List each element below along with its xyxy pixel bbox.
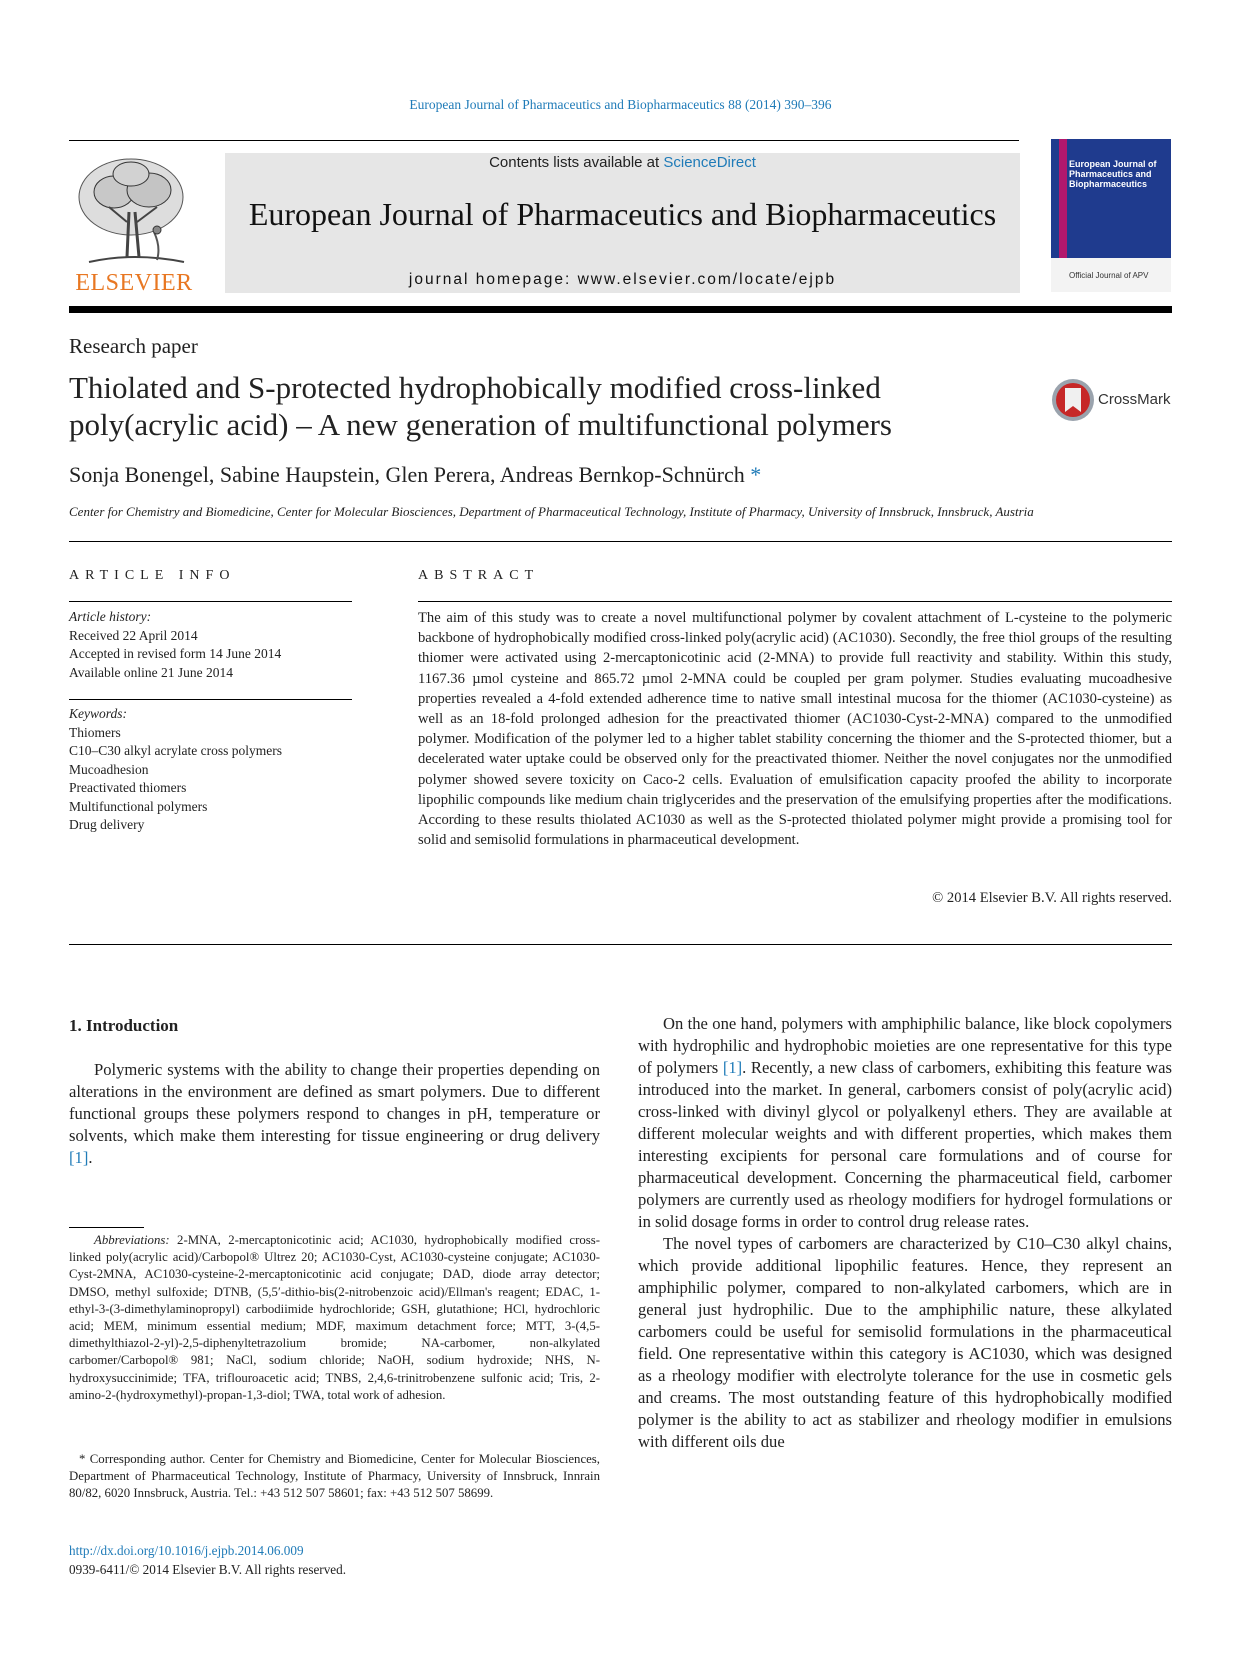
body-paragraph: The novel types of carbomers are characterized by C10–C30 alkyl chains, which provide additional lipophilic features. Hence, they represent an amphiphilic polymer, compared to non-alkylated carbomers, which are in general just hydrophilic. Due to the amphiphilic nature, these alkylated carbomers could be useful for semisolid formulations in the pharmaceutical field. One representative within this category is AC1030, which was designed as a rheology modifier with electrolyte tolerance for the use in cosmetic gels and creams. The most outstanding feature of this hydrophobically modified polymer is the ability to act as stabilizer and rheology modifier in emulsions with different oils due [638, 1234, 1172, 1451]
reference-link[interactable]: [1] [722, 1058, 743, 1077]
intro-text: Polymeric systems with the ability to change their properties depending on alterations in the environment are defined as smart polymers. Due to different functional groups these polymers respond to changes in pH, temperature or solvents, which make them interesting for tissue engineering or drug delivery [69, 1060, 600, 1145]
cover-bottom [1051, 258, 1171, 292]
abstract-text: The aim of this study was to create a novel multifunctional polymer by covalent attachment of L-cysteine to the polymeric backbone of hydrophobically modified cross-linked poly(acrylic acid) (AC1030). Secondly, the free thiol groups of the resulting thiomer were activated using 2-mercaptonicotinic acid (2-MNA) to provide full reactivity and stability. Within this study, 1167.36 µmol cysteine and 865.72 µmol 2-MNA could be coupled per gram polymer. Studies evaluating mucoadhesive properties revealed a 4-fold extended adherence time to native small intestinal mucosa for the thiomer (AC1030-cysteine) as well as an 18-fold prolonged adhesion for the preactivated thiomer (AC1030-Cyst-2-MNA) compared to the unmodified polymer. Modification of the polymer led to a higher tablet stability concerning the thiomer and the S-protected thiomer, but a decelerated water uptake could be observed only for the preactivated thiomer. Neither the novel conjugates nor the unmodified polymer showed severe toxicity on Caco-2 cells. Evaluation of emulsification capacity proofed the ability to incorporate lipophilic compounds like medium chain triglycerides and the preservation of the emulsifying properties after the modifications. According to these results thiolated AC1030 as well as the S-protected thiolated polymer might provide a promising tool for solid and semisolid formulations in pharmaceutical development. [418, 610, 1172, 849]
abbreviations-text: 2-MNA, 2-mercaptonicotinic acid; AC1030, hydrophobically modified cross-linked poly(acrylic acid)/Carbopol® Ultrez 20; AC1030-Cyst, AC1030-cysteine conjugate; AC1030-Cyst-2MNA, AC1030-cysteine-2-mercaptonicotinic acid conjugate; DAD, diode array detector; DMSO, methyl sulfoxide; DTNB, (5,5′-dithio-bis(2-nitrobenzoic acid)/Ellman's reagent; EDAC, 1-ethyl-3-(3-dimethylaminopropyl) carbodiimide hydrochloride; GSH, glutathione; HCl, hydrochloric acid; MEM, minimum essential medium; MDF, maximum detachment force; MTT, 3-(4,5-dimethylthiazol-2-yl)-2,5-diphenyltetrazolium bromide; NA-carbomer, non-alkylated carbomer/Carbopol® 981; NaCl, sodium chloride; NaOH, sodium hydroxide; NHS, N-hydroxysuccinimide; TFA, triflouroacetic acid; TNBS, 2,4,6-trinitrobenzene sulfonic acid; Tris, 2-amino-2-(hydroxymethyl)-propan-1,3-diol; TWA, total work of adhesion. [69, 1233, 600, 1402]
top-rule [69, 140, 1019, 141]
intro-end: . [88, 1148, 93, 1167]
article-info-rule [69, 601, 352, 602]
keywords-label: Keywords: [69, 706, 127, 721]
article-history [69, 608, 352, 682]
issn-line: 0939-6411/© 2014 Elsevier B.V. All rights reserved. [69, 1562, 347, 1577]
elsevier-wordmark: ELSEVIER [75, 270, 193, 296]
journal-title: European Journal of Pharmaceutics and Biopharmaceutics [248, 196, 997, 232]
cover-title: European Journal of Pharmaceutics and Biopharmaceutics [1069, 159, 1157, 189]
abbreviations-label: Abbreviations: [94, 1233, 170, 1247]
keywords-rule [69, 699, 352, 700]
abbreviations-footnote [69, 1232, 600, 1404]
author-list [69, 462, 761, 488]
corresponding-author-footnote: * Corresponding author. Center for Chemistry and Biomedicine, Center for Molecular Biosciences, Department of Pharmaceutical Technology, Institute of Pharmacy, University of Innsbruck, Innrain 80/82, 6020 Innsbruck, Austria. Tel.: +43 512 507 58601; fax: +43 512 507 58699. [69, 1452, 600, 1501]
keyword-item: Preactivated thiomers [69, 780, 187, 795]
body-paragraph [638, 1013, 1172, 1233]
history-online: Available online 21 June 2014 [69, 664, 233, 680]
journal-citation-link[interactable]: European Journal of Pharmaceutics and Biopharmaceutics 88 (2014) 390–396 [409, 97, 832, 112]
section-rule [69, 541, 1172, 542]
crossmark-label[interactable]: CrossMark [1098, 391, 1171, 408]
abstract-heading: ABSTRACT [418, 568, 540, 583]
authors-names: Sonja Bonengel, Sabine Haupstein, Glen Perera, Andreas Bernkop-Schnürch [69, 462, 745, 487]
paragraph-text: On the one hand, polymers with amphiphilic balance, like block copolymers with hydrophilic and hydrophobic moieties are one representative for this type of polymers [638, 1014, 1172, 1077]
section-rule [69, 944, 1172, 945]
header-thick-rule [69, 306, 1172, 313]
keyword-item: Thiomers [69, 724, 121, 740]
abstract-rule [418, 601, 1172, 602]
sciencedirect-link[interactable]: ScienceDirect [663, 154, 756, 171]
introduction-right-column [638, 1013, 1172, 1453]
journal-homepage[interactable]: journal homepage: www.elsevier.com/locate/ejpb [408, 271, 837, 288]
article-info-heading: ARTICLE INFO [69, 568, 236, 583]
contents-line [225, 154, 1020, 171]
keyword-item: Mucoadhesion [69, 761, 149, 777]
introduction-paragraph [69, 1059, 600, 1169]
article-type: Research paper [69, 334, 198, 358]
introduction-heading: 1. Introduction [69, 1016, 179, 1035]
reference-link[interactable]: [1] [69, 1148, 89, 1167]
corresponding-author-mark[interactable]: * [750, 462, 762, 487]
keywords-list [69, 705, 352, 835]
keyword-item: Multifunctional polymers [69, 798, 208, 814]
history-label: Article history: [69, 609, 152, 624]
affiliation: Center for Chemistry and Biomedicine, Center for Molecular Biosciences, Department of Pharmaceutical Technology, Institute of Pharmacy, University of Innsbruck, Innsbruck, Austria [69, 504, 1034, 519]
paragraph-text: . Recently, a new class of carbomers, exhibiting this feature was introduced into the market. In general, carbomers consist of poly(acrylic acid) cross-linked with divinyl glycol or polyalkenyl ethers. They are available at different molecular weights and with different properties, which makes them interesting excipients for personal care formulations and of course for pharmaceutical development. Concerning the pharmaceutical field, carbomer polymers are currently used as rheology modifiers for hydrogel formulations or in solid dosage forms in order to control drug release rates. [638, 1058, 1172, 1231]
keyword-item: Drug delivery [69, 817, 145, 832]
article-title: Thiolated and S-protected hydrophobically modified cross-linked poly(acrylic acid) – A new generation of multifunctional polymers [69, 370, 892, 442]
contents-prefix: Contents lists available at [489, 154, 664, 171]
abstract-copyright: © 2014 Elsevier B.V. All rights reserved. [932, 890, 1172, 906]
keyword-item: C10–C30 alkyl acrylate cross polymers [69, 743, 282, 758]
journal-cover-image [1051, 139, 1171, 292]
history-received: Received 22 April 2014 [69, 627, 198, 643]
doi-link[interactable]: http://dx.doi.org/10.1016/j.ejpb.2014.06.009 [69, 1543, 304, 1558]
footnote-rule [69, 1227, 144, 1228]
cover-bottom-text: Official Journal of APV [1069, 271, 1149, 280]
history-accepted: Accepted in revised form 14 June 2014 [69, 646, 282, 661]
